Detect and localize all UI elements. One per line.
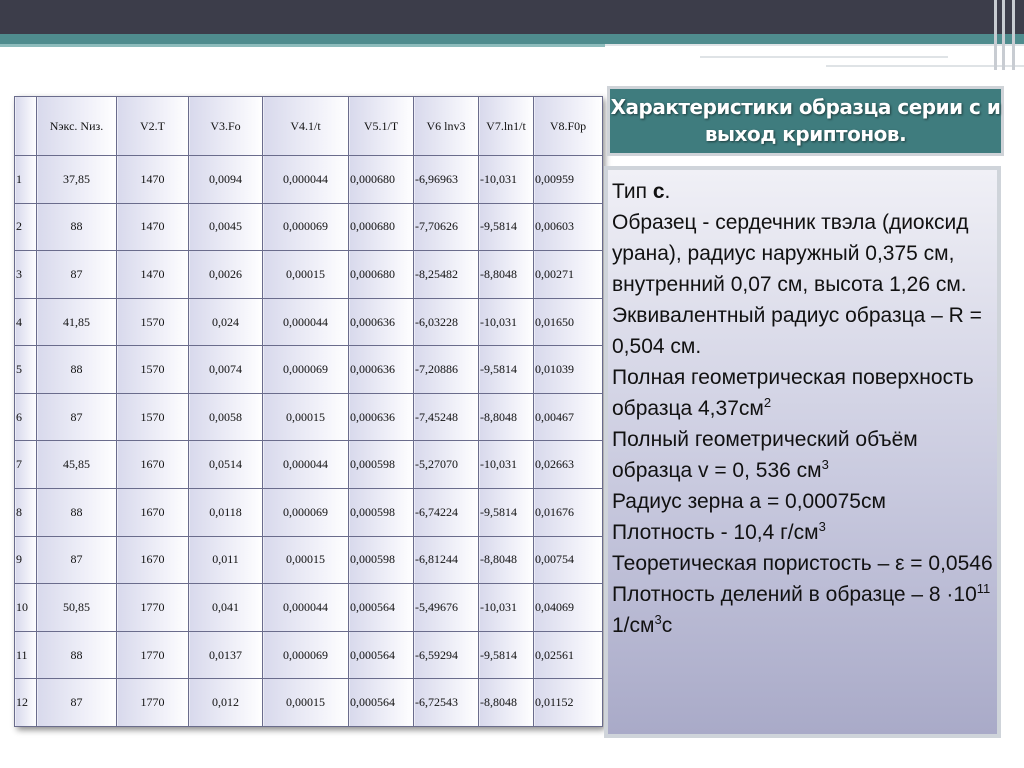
table-cell: -10,031: [479, 584, 534, 632]
description-box: [604, 166, 1001, 738]
table-cell: 0,024: [189, 298, 263, 346]
table-cell: 10: [15, 584, 37, 632]
table-cell: 0,00015: [263, 393, 349, 441]
table-cell: 0,000680: [349, 251, 414, 299]
table-cell: 0,01152: [534, 679, 603, 727]
table-cell: 0,0118: [189, 489, 263, 537]
decorative-bar: [1012, 0, 1015, 70]
table-cell: 1770: [117, 584, 189, 632]
table-cell: 1470: [117, 156, 189, 204]
table-cell: 88: [37, 631, 117, 679]
equivalent-radius: Эквивалентный радиус образца – R = 0,504 см.: [612, 304, 982, 358]
table-cell: 0,000069: [263, 489, 349, 537]
table-cell: 0,0514: [189, 441, 263, 489]
table-cell: -10,031: [479, 441, 534, 489]
porosity: Теоретическая пористость – ε = 0,0546: [612, 552, 993, 575]
table-cell: 0,000044: [263, 298, 349, 346]
table-cell: -7,20886: [414, 346, 479, 394]
table-cell: 0,00015: [263, 679, 349, 727]
table-cell: 0,00603: [534, 203, 603, 251]
table-cell: 0,000564: [349, 584, 414, 632]
table-cell: 88: [37, 489, 117, 537]
table-cell: -9,5814: [479, 489, 534, 537]
table-cell: 1570: [117, 393, 189, 441]
table-cell: 87: [37, 679, 117, 727]
table-cell: 0,01039: [534, 346, 603, 394]
slide-title-text: Характеристики образца серии с и выход криптонов.: [610, 95, 1001, 146]
table-cell: 0,00959: [534, 156, 603, 204]
table-cell: 0,000069: [263, 346, 349, 394]
surface-text: Полная геометрическая поверхность образца 4,37см: [612, 366, 974, 420]
table-cell: -8,8048: [479, 536, 534, 584]
surface-area: [612, 362, 993, 424]
table-row: [15, 251, 603, 299]
table-cell: 5: [15, 346, 37, 394]
table-row: [15, 346, 603, 394]
table-cell: 88: [37, 203, 117, 251]
table-cell: 0,01676: [534, 489, 603, 537]
table-cell: -6,72543: [414, 679, 479, 727]
table-row: [15, 298, 603, 346]
table-cell: 0,00271: [534, 251, 603, 299]
table-cell: 0,000564: [349, 631, 414, 679]
table-cell: 0,000044: [263, 156, 349, 204]
decorative-line: [700, 56, 948, 58]
volume-text: Полный геометрический объём образца v = 0, 536 см: [612, 428, 918, 482]
header-cell: V2.T: [117, 97, 189, 156]
table-cell: 1670: [117, 489, 189, 537]
table-cell: 0,000069: [263, 631, 349, 679]
fission-text: Плотность делений в образце – 8 ·10: [612, 583, 977, 606]
data-table: [14, 96, 602, 727]
table-cell: -9,5814: [479, 203, 534, 251]
header-cell: V5.1/T: [349, 97, 414, 156]
table-cell: 0,000044: [263, 441, 349, 489]
fission-unit: 1/см: [612, 614, 655, 637]
table-cell: 0,00467: [534, 393, 603, 441]
table-cell: 0,0074: [189, 346, 263, 394]
header-cell: V4.1/t: [263, 97, 349, 156]
table-cell: -6,81244: [414, 536, 479, 584]
table-row: [15, 203, 603, 251]
table-cell: 0,000598: [349, 536, 414, 584]
sample-type: [612, 176, 993, 207]
table-cell: -6,96963: [414, 156, 479, 204]
density-text: Плотность - 10,4 г/см: [612, 521, 819, 544]
table-cell: -6,74224: [414, 489, 479, 537]
table-row: [15, 489, 603, 537]
table-cell: 0,000680: [349, 203, 414, 251]
fission-unit-suffix: с: [661, 614, 673, 637]
table-row: [15, 156, 603, 204]
table-cell: 0,02561: [534, 631, 603, 679]
table-cell: 6: [15, 393, 37, 441]
table-header-row: [15, 97, 603, 156]
fission-density: [612, 579, 993, 641]
header-cell: [15, 97, 37, 156]
table-cell: 4: [15, 298, 37, 346]
table-cell: 0,000680: [349, 156, 414, 204]
top-accent-line: [0, 34, 1024, 44]
table-row: [15, 631, 603, 679]
table-cell: 0,02663: [534, 441, 603, 489]
grain-radius: Радиус зерна a = 0,00075см: [612, 490, 886, 513]
table-cell: -9,5814: [479, 346, 534, 394]
header-cell: V7.ln1/t: [479, 97, 534, 156]
table-cell: 8: [15, 489, 37, 537]
table-cell: 0,00015: [263, 536, 349, 584]
table-cell: -10,031: [479, 298, 534, 346]
table-cell: 0,000069: [263, 203, 349, 251]
table-cell: -5,27070: [414, 441, 479, 489]
sample-description: Образец - сердечник твэла (диоксид урана), радиус наружный 0,375 см, внутренний 0,07 см, высота 1,26 см.: [612, 211, 969, 296]
type-prefix: Тип: [612, 180, 653, 203]
table-cell: 2: [15, 203, 37, 251]
volume: [612, 424, 993, 486]
table-cell: 0,00015: [263, 251, 349, 299]
slide-title: [607, 86, 1004, 156]
density-sup: 3: [818, 519, 826, 534]
table-cell: 0,00754: [534, 536, 603, 584]
table-cell: -7,45248: [414, 393, 479, 441]
table-cell: 0,012: [189, 679, 263, 727]
table-cell: 1770: [117, 679, 189, 727]
table-cell: 0,0045: [189, 203, 263, 251]
table-cell: -6,03228: [414, 298, 479, 346]
table-row: [15, 393, 603, 441]
table-cell: 0,000636: [349, 393, 414, 441]
table-cell: 3: [15, 251, 37, 299]
surface-sup: 2: [763, 395, 772, 410]
table-cell: -8,8048: [479, 251, 534, 299]
table-cell: 1470: [117, 251, 189, 299]
table-cell: 12: [15, 679, 37, 727]
table-cell: 88: [37, 346, 117, 394]
decorative-bar: [1002, 0, 1005, 70]
table-cell: -5,49676: [414, 584, 479, 632]
table-cell: 87: [37, 251, 117, 299]
table-cell: 0,000636: [349, 298, 414, 346]
table-cell: -8,8048: [479, 679, 534, 727]
table-row: [15, 441, 603, 489]
top-bar: [0, 0, 1024, 34]
table-cell: 0,000044: [263, 584, 349, 632]
decorative-line: [605, 44, 1024, 46]
table-row: [15, 679, 603, 727]
fission-exp: 11: [976, 581, 991, 596]
table-cell: 0,0026: [189, 251, 263, 299]
table-cell: 1570: [117, 346, 189, 394]
type-letter: с: [652, 180, 665, 203]
table-cell: 1770: [117, 631, 189, 679]
volume-sup: 3: [821, 457, 829, 472]
table-cell: 1670: [117, 441, 189, 489]
table-cell: -7,70626: [414, 203, 479, 251]
table-cell: 50,85: [37, 584, 117, 632]
table-cell: 7: [15, 441, 37, 489]
table-cell: 87: [37, 393, 117, 441]
table-cell: 0,011: [189, 536, 263, 584]
header-cell: V3.Fo: [189, 97, 263, 156]
table-row: [15, 536, 603, 584]
table-cell: 0,04069: [534, 584, 603, 632]
table-cell: 1470: [117, 203, 189, 251]
decorative-bar: [994, 0, 997, 70]
top-accent-thin-line: [0, 44, 605, 47]
table-cell: 0,0094: [189, 156, 263, 204]
table-cell: -10,031: [479, 156, 534, 204]
table-cell: 37,85: [37, 156, 117, 204]
table-cell: 0,000598: [349, 441, 414, 489]
table-cell: -6,59294: [414, 631, 479, 679]
table-cell: -9,5814: [479, 631, 534, 679]
table-cell: 45,85: [37, 441, 117, 489]
table-cell: 0,000564: [349, 679, 414, 727]
table-cell: 0,0137: [189, 631, 263, 679]
table-cell: 41,85: [37, 298, 117, 346]
table-cell: -8,8048: [479, 393, 534, 441]
table-cell: 9: [15, 536, 37, 584]
table-cell: 1: [15, 156, 37, 204]
table-cell: 0,0058: [189, 393, 263, 441]
table-cell: 0,000636: [349, 346, 414, 394]
table-cell: 0,041: [189, 584, 263, 632]
table-cell: 11: [15, 631, 37, 679]
table-cell: 0,01650: [534, 298, 603, 346]
table-cell: 1570: [117, 298, 189, 346]
table-row: [15, 584, 603, 632]
header-cell: V6 lnv3: [414, 97, 479, 156]
table-cell: 1670: [117, 536, 189, 584]
table-cell: 0,000598: [349, 489, 414, 537]
density: [612, 517, 993, 548]
fission-unit-sup: 3: [654, 612, 662, 627]
type-suffix: .: [664, 180, 671, 203]
table-cell: 87: [37, 536, 117, 584]
header-cell: Nэкс. Nиз.: [37, 97, 117, 156]
table-cell: -8,25482: [414, 251, 479, 299]
header-cell: V8.F0p: [534, 97, 603, 156]
